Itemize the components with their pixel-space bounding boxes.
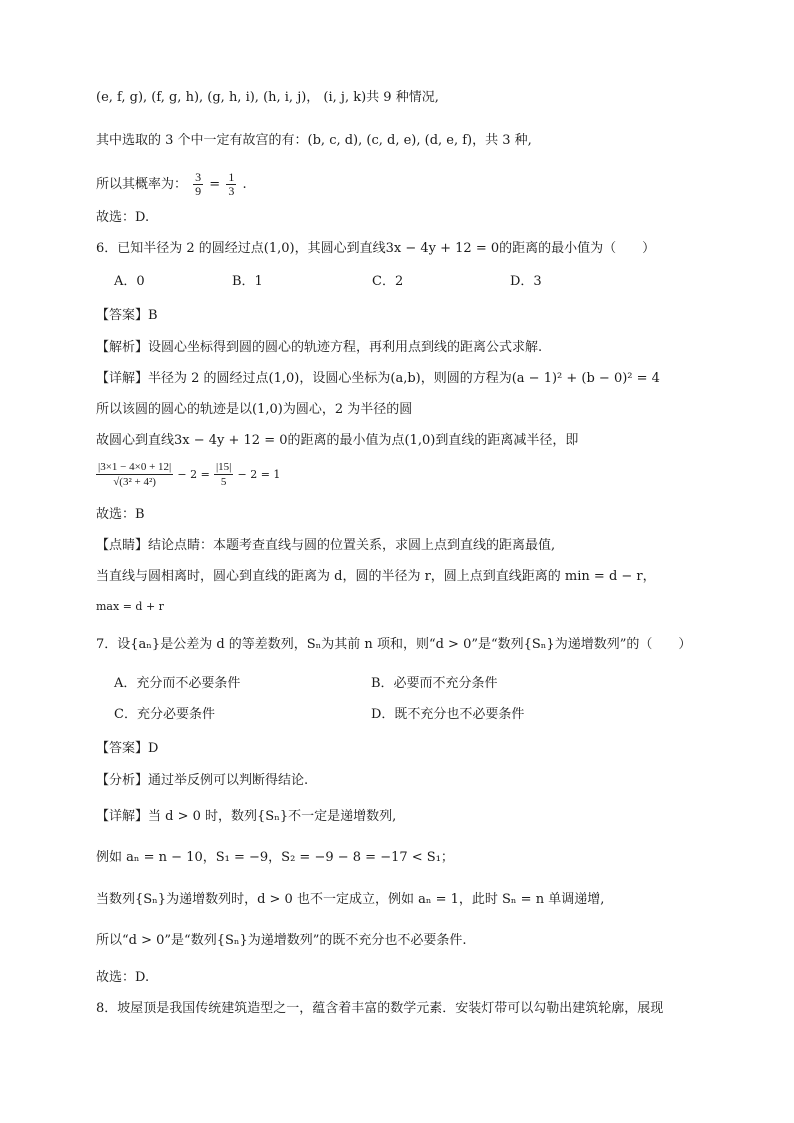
numerator: 3 (195, 170, 202, 184)
analysis-tag: 【分析】 (96, 773, 149, 788)
analysis-line (96, 772, 308, 790)
analysis-text: 设圆心坐标得到圆的圆心的轨迹方程，再利用点到线的距离公式求解. (148, 340, 543, 355)
denominator: √(3² + 4²) (113, 476, 156, 488)
question-8: 8．坡屋顶是我国传统建筑造型之一，蕴含着丰富的数学元素．安装灯带可以勾勒出建筑轮廓，展现 (96, 1001, 664, 1016)
text-line: 其中选取的 3 个中一定有故宫的有：(b, c, d), (c, d, e), (d, e, f)，共 3 种, (96, 133, 532, 148)
note-line (96, 537, 555, 555)
answer-value: B (148, 308, 158, 323)
answer-select: 故选：D. (96, 970, 150, 985)
answer-line (96, 740, 158, 758)
denominator: 9 (195, 184, 202, 198)
option-d: D．3 (510, 274, 542, 289)
text-line: 当数列{Sₙ}为递增数列时，d > 0 也不一定成立，例如 aₙ = 1，此时 Sₙ = n 单调递增, (96, 892, 605, 907)
option-a: A．充分而不必要条件 (114, 676, 241, 691)
probability-line (96, 170, 247, 200)
note-text: 结论点睛：本题考查直线与圆的位置关系，求圆上点到直线的距离最值, (148, 538, 556, 553)
text-line: max = d + r (96, 600, 164, 613)
text-line: 当直线与圆相离时，圆心到直线的距离为 d，圆的半径为 r，圆上点到直线距离的 min = d − r， (96, 569, 656, 584)
detail-line (96, 808, 396, 826)
answer-value: D (148, 741, 159, 756)
denominator: 3 (228, 184, 235, 198)
option-c: C．充分必要条件 (114, 707, 215, 722)
text-line: 故圆心到直线3x − 4y + 12 = 0的距离的最小值为点(1,0)到直线的距离减半径，即 (96, 433, 579, 448)
question-7: 7．设{aₙ}是公差为 d 的等差数列，Sₙ为其前 n 项和，则“d > 0”是“数列{Sₙ}为递增数列”的（ ） (96, 637, 692, 652)
analysis-line (96, 339, 542, 357)
fraction (96, 460, 173, 489)
detail-text: 当 d > 0 时，数列{Sₙ}不一定是递增数列, (148, 809, 397, 824)
text-fragment: . (242, 177, 247, 192)
detail-line (96, 370, 660, 388)
option-d: D．既不充分也不必要条件 (371, 707, 525, 722)
detail-tag: 【详解】 (96, 371, 149, 386)
detail-tag: 【详解】 (96, 809, 149, 824)
equals-sign: = (209, 177, 221, 192)
denominator: 5 (220, 476, 227, 488)
text-line: 例如 aₙ = n − 10，S₁ = −9，S₂ = −9 − 8 = −17 < S₁； (96, 850, 454, 865)
fraction (193, 171, 203, 198)
text-line: 所以“d > 0”是“数列{Sₙ}为递增数列”的既不充分也不必要条件. (96, 933, 467, 948)
fraction (214, 460, 233, 489)
distance-formula (96, 458, 280, 492)
option-b: B．必要而不充分条件 (371, 676, 498, 691)
option-b: B．1 (232, 274, 263, 289)
answer-tag: 【答案】 (96, 308, 149, 323)
numerator: |15| (215, 461, 232, 473)
detail-text: 半径为 2 的圆经过点(1,0)，设圆心坐标为(a,b)，则圆的方程为(a − 1)² + (b − 0)² = 4 (148, 371, 660, 386)
answer-select: 故选：D. (96, 210, 150, 225)
text-fragment: 所以其概率为： (96, 177, 188, 192)
fraction (226, 171, 236, 198)
analysis-text: 通过举反例可以判断得结论. (148, 773, 309, 788)
answer-line (96, 307, 158, 325)
question-6: 6．已知半径为 2 的圆经过点(1,0)，其圆心到直线3x − 4y + 12 = 0的距离的最小值为（ ） (96, 241, 656, 256)
answer-select: 故选：B (96, 507, 145, 522)
text-fragment: − 2 = 1 (237, 468, 281, 481)
option-c: C．2 (372, 274, 404, 289)
numerator: |3×1 − 4×0 + 12| (98, 461, 172, 473)
text-fragment: − 2 = (177, 468, 210, 481)
answer-tag: 【答案】 (96, 741, 149, 756)
text-line: (e, f, g), (f, g, h), (g, h, i), (h, i, j)， (i, j, k)共 9 种情况, (96, 90, 439, 105)
analysis-tag: 【解析】 (96, 340, 149, 355)
option-a: A．0 (114, 274, 145, 289)
numerator: 1 (228, 170, 235, 184)
text-line: 所以该圆的圆心的轨迹是以(1,0)为圆心，2 为半径的圆 (96, 402, 413, 417)
note-tag: 【点睛】 (96, 538, 149, 553)
